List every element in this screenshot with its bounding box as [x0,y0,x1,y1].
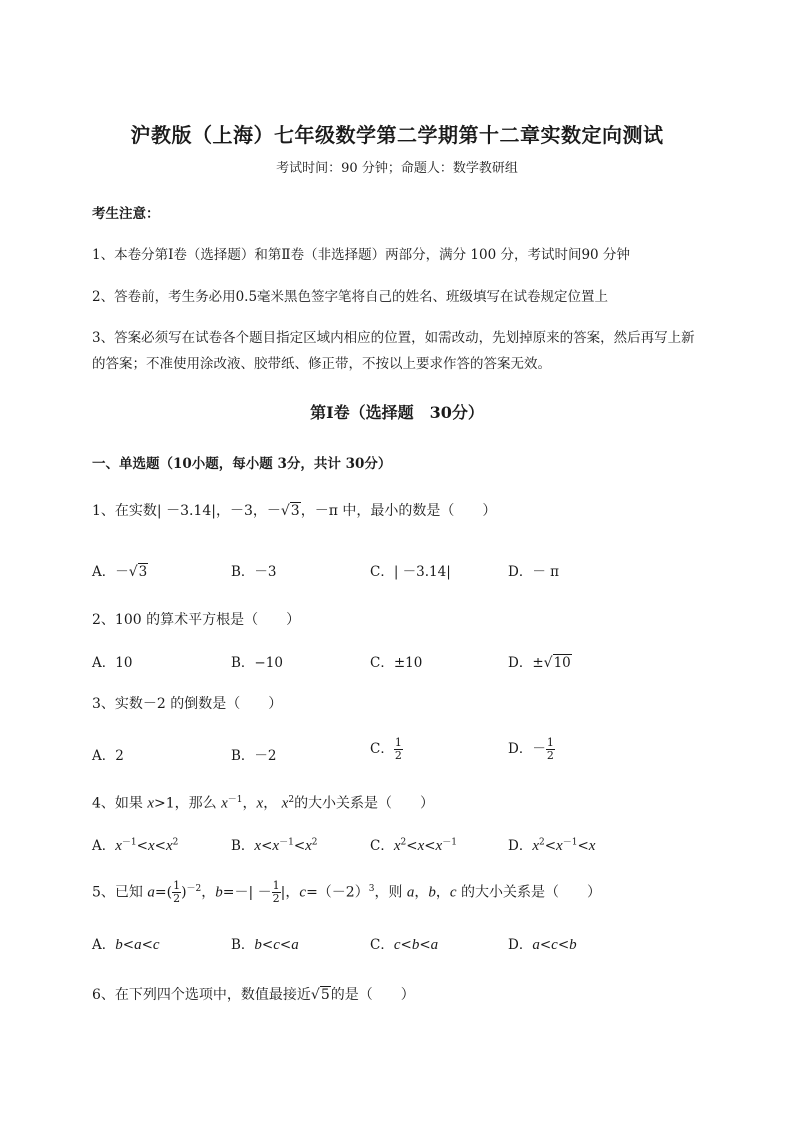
q5-text: 的大小关系是（ ） [456,884,602,901]
var-b: b [215,884,223,901]
sqrt-symbol: √10 [543,655,571,671]
q3-option-d [508,737,555,762]
notice-item-3-line1: 3、答案必须写在试卷各个题目指定区域内相应的位置，如需改动，先划掉原来的答案，然后再写上新 [92,330,695,346]
q4-option-a [92,834,178,855]
exponent: －1 [442,837,457,848]
option-label: C． [370,937,394,953]
q1-option-c: C．| －3.14| [370,564,451,580]
exam-info: 考试时间：90 分钟；命题人：数学教研组 [276,161,518,176]
q5-text: ， [201,884,216,901]
q4-text: 的大小关系是（ ） [294,795,435,812]
q5-numerator: 1 [272,879,280,892]
q2-option-a: A．10 [92,655,133,671]
less-than: < [141,937,153,953]
var-a: a [532,937,540,953]
exponent: －1 [562,837,578,848]
var-x: x [556,838,563,854]
var-c: c [393,937,401,953]
q4-option-b [231,834,318,855]
q2-option-d [508,651,572,671]
exponent: 2 [172,837,179,848]
exponent: 3 [368,883,375,894]
less-than: < [279,937,292,953]
var-x: x [532,838,539,854]
q1-option-b: B．－3 [231,564,277,580]
q6-text-pre: 6、在下列四个选项中，数值最接近 [92,987,311,1003]
q5-denominator: 2 [272,892,280,905]
notice-item-2: 2、答卷前，考生务必用0.5毫米黑色签字笔将自己的姓名、班级填写在试卷规定位置上 [92,289,609,305]
option-label: C． [370,838,394,854]
q5-option-b [231,933,299,954]
q3-c-prefix: C． [370,741,394,757]
q4-text: ， [242,795,257,812]
question-2-stem: 2、100 的算术平方根是（ ） [92,612,301,628]
less-than: < [577,838,589,854]
q3-d-denominator: 2 [546,749,554,762]
q2-d-prefix: D．± [508,655,544,671]
var-x: x [272,838,280,854]
var-b: b [115,937,123,953]
q5-numerator: 1 [173,879,181,892]
less-than: < [154,838,166,854]
q4-option-d [508,834,595,855]
q1-text-post: ，－π 中，最小的数是（ ） [300,503,497,519]
exponent: －1 [227,795,243,805]
notice-item-3-line2: 的答案；不准使用涂改液、胶带纸、修正带，不按以上要求作答的答案无效。 [92,356,551,372]
q3-c-denominator: 2 [394,749,402,762]
less-than: < [406,838,418,854]
exponent: －2 [186,883,202,894]
q4-text: ， [263,795,282,812]
var-x: x [221,795,228,812]
q5-text: |， [280,884,300,901]
less-than: < [261,838,273,854]
q6-text-post: 的是（ ） [330,987,415,1003]
question-3-stem: 3、实数－2 的倒数是（ ） [92,696,283,712]
var-x: x [254,838,262,854]
var-a: a [406,884,415,901]
less-than: < [400,937,412,953]
var-a: a [134,937,142,953]
var-x: x [147,838,155,854]
exponent: 2 [311,837,318,848]
q5-text: =（－2） [306,884,369,901]
q3-d-numerator: 1 [546,736,554,749]
exponent: 2 [288,795,295,805]
var-x: x [393,838,401,854]
q1-a-prefix: A．－ [92,564,129,580]
q1-text-pre: 1、在实数| －3.14|，－3，－ [92,503,281,519]
fraction [172,880,181,905]
var-a: a [147,884,155,901]
var-x: x [417,838,425,854]
question-5-stem [92,880,601,905]
sqrt-symbol: √3 [128,564,148,580]
less-than: < [419,937,431,953]
var-x: x [435,838,443,854]
q5-text: ，则 [374,884,407,901]
question-6-stem [92,984,415,1004]
q5-text: ， [435,884,450,901]
q5-option-a [92,933,160,954]
notice-item-1: 1、本卷分第Ⅰ卷（选择题）和第Ⅱ卷（非选择题）两部分，满分 100 分，考试时间90 分钟 [92,247,630,263]
q4-text: >1，那么 [154,795,222,812]
page-title: 沪教版（上海）七年级数学第二学期第十二章实数定向测试 [130,123,664,147]
q6-sqrt-value: 5 [320,987,330,1003]
var-x: x [281,795,289,812]
q2-d-sqrt-value: 10 [553,655,571,671]
q5-text: =－| － [222,884,272,901]
q3-d-prefix: D．－ [508,741,546,757]
q5-option-d [508,933,577,954]
var-x: x [165,838,173,854]
part-heading: 一、单选题（10小题，每小题 3分，共计 30分） [92,456,392,472]
var-a: a [291,937,299,953]
sqrt-symbol: √3 [280,503,300,519]
q3-option-b: B．－2 [231,748,277,764]
question-4-stem [92,792,434,813]
less-than: < [544,838,557,854]
var-b: b [428,884,436,901]
q3-option-c [370,737,403,762]
var-b: b [411,937,420,953]
var-x: x [588,838,596,854]
var-c: c [551,937,558,953]
notice-heading: 考生注意： [92,206,160,222]
var-x: x [256,795,264,812]
var-x: x [305,838,312,854]
option-label: B． [231,838,255,854]
exponent: 2 [400,837,407,848]
var-x: x [115,838,122,854]
var-b: b [254,937,262,953]
less-than: < [539,937,552,953]
var-x: x [147,795,155,812]
section-title: 第Ⅰ卷（选择题 30分） [310,403,484,422]
exponent: 2 [539,837,545,848]
var-c: c [449,884,457,901]
q5-text: =( [154,884,173,901]
q5-text: ) [181,884,187,901]
option-label: B． [231,937,255,953]
less-than: < [136,838,148,854]
q2-option-b: B．−10 [231,655,283,671]
fraction [546,737,555,762]
option-label: A． [92,838,116,854]
var-a: a [430,937,439,953]
exponent: －1 [279,837,294,848]
q4-text: 4、如果 [92,795,148,812]
less-than: < [122,937,135,953]
q1-option-a [92,560,148,580]
fraction [394,737,403,762]
q3-option-a: A．2 [92,748,124,764]
question-1-stem [92,500,496,520]
q1-option-d: D．－ π [508,564,559,580]
var-c: c [152,937,160,953]
option-label: D． [508,937,533,953]
option-label: A． [92,937,116,953]
fraction [272,880,281,905]
q5-text: 5、已知 [92,884,148,901]
var-c: c [299,884,307,901]
var-c: c [273,937,280,953]
less-than: < [293,838,306,854]
less-than: < [557,937,570,953]
q4-option-c [370,834,457,855]
less-than: < [424,838,436,854]
q5-denominator: 2 [173,892,181,905]
exponent: －1 [121,837,137,848]
q1-a-sqrt-value: 3 [138,564,148,580]
q5-text: ， [414,884,429,901]
var-b: b [569,937,577,953]
q2-option-c: C．±10 [370,655,423,671]
sqrt-symbol: √5 [310,987,330,1003]
q3-c-numerator: 1 [394,736,402,749]
q5-option-c [370,933,438,954]
q1-sqrt-value: 3 [290,503,300,519]
less-than: < [261,937,274,953]
option-label: D． [508,838,533,854]
